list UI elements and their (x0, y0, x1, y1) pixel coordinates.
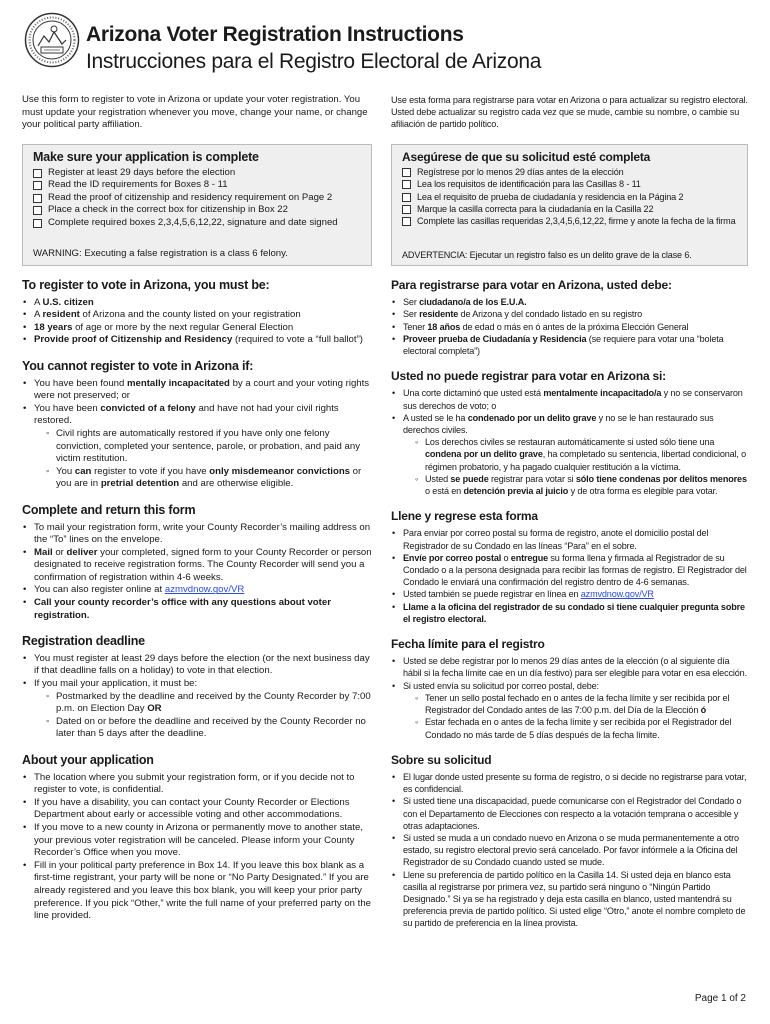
sub-list-item: ◦ Usted se puede registrar para votar si sólo tiene condenas por delitos menores o está en detención previa al juicio y de otra forma es elegible para votar. (403, 473, 748, 497)
checklist-item[interactable]: Lea el requisito de prueba de ciudadanía y residencia en la Página 2 (402, 191, 737, 203)
section-heading: Registration deadline (22, 634, 145, 649)
list-item: • You have been found mentally incapacitated by a court and your voting rights were not preserved; or (22, 378, 372, 403)
list-item: • You must register at least 29 days before the election (or the next business day if that deadline falls on a holiday) to vote in that election. (22, 653, 372, 678)
list-item: • Usted también se puede registrar en línea en azmvdnow.gov/VR (391, 588, 748, 600)
checklist-title: Make sure your application is complete (33, 150, 259, 164)
list-item: • Si usted envía su solicitud por correo postal, debe: ◦ Tener un sello postal fechado en o antes de la fecha límite y ser recibida por el Registrador del Condado antes de las 7:00 p.m. del Día de la Elección ó ◦ Estar fechada en o antes de la fecha límite y ser recibida por el Registrador del Condado no más tarde de 5 días después de la fecha límite. (391, 680, 748, 741)
list-item: • Provide proof of Citizenship and Residency (required to vote a “full ballot”) (22, 334, 372, 347)
list-item: • If you mail your application, it must be: ◦ Postmarked by the deadline and received by the County Recorder by 7:00 p.m. on Election Day OR ◦ Dated on or before the deadline and received by the County Recorder no later than 5 days after the deadline. (22, 678, 372, 741)
section-heading: Usted no puede registrar para votar en Arizona si: (391, 369, 666, 384)
page-number: Page 1 of 2 (694, 993, 746, 1004)
page-subtitle: Instrucciones para el Registro Electoral de Arizona (86, 50, 542, 73)
arizona-state-seal-icon (24, 12, 80, 68)
checklist-item[interactable]: Regístrese por lo menos 29 días antes de la elección (402, 166, 737, 178)
list-item: • If you move to a new county in Arizona or permanently move to another state, your previous voter registration will be canceled. Please inform your County Recorder’s Office when you move. (22, 822, 372, 860)
list-item: • Ser residente de Arizona y del condado listado en su registro (391, 308, 748, 320)
checklist-item[interactable]: Marque la casilla correcta para la ciudadanía en la Casilla 22 (402, 203, 737, 215)
section-heading: About your application (22, 753, 154, 767)
sub-list-item: ◦ You can register to vote if you have only misdemeanor convictions or you are in pretrial detention and are otherwise eligible. (34, 466, 372, 491)
list-item: • Proveer prueba de Ciudadanía y Residencia (se requiere para votar una “boleta electoral completa”) (391, 333, 748, 357)
sub-list-item: ◦ Postmarked by the deadline and received by the County Recorder by 7:00 p.m. on Election Day OR (34, 691, 372, 716)
sub-list-item: ◦ Tener un sello postal fechado en o antes de la fecha límite y ser recibida por el Registrador del Condado antes de las 7:00 p.m. del Día de la Elección ó (403, 692, 748, 716)
list-item: • Tener 18 años de edad o más en ó antes de la próxima Elección General (391, 321, 748, 333)
sub-list-item: ◦ Dated on or before the deadline and received by the County Recorder no later than 5 days after the deadline. (34, 716, 372, 741)
warning-text: ADVERTENCIA: Ejecutar un registro falso es un delito grave de la clase 6. (402, 249, 692, 260)
checklist-item[interactable]: Lea los requisitos de identificación para las Casillas 8 - 11 (402, 178, 737, 190)
list-item: • Para enviar por correo postal su forma de registro, anote el domicilio postal del Registrador de su Condado en las líneas “Para” en el sobre. (391, 527, 748, 551)
list-item: • A usted se le ha condenado por un delito grave y no se le han restaurado sus derechos civiles. ◦ Los derechos civiles se restauran automáticamente si usted sólo tiene una condena por un delito grave, ha completado su sentencia, libertad condicional, o régimen probatorio, y ha pagado cualquier restitución a la víctima. ◦ Usted se puede registrar para votar si sólo tiene condenas por delitos menores o está en detención previa al juicio y de otra forma es elegible para votar. (391, 412, 748, 497)
checkbox[interactable] (33, 194, 42, 203)
list-item: • Llame a la oficina del registrador de su condado si tiene cualquier pregunta sobre el registro electoral. (391, 601, 748, 625)
ineligibility-list (22, 378, 372, 491)
list-item: • Si usted se muda a un condado nuevo en Arizona o se muda permanentemente a otro estado, su registro electoral previo será cancelado. Por favor infórmele a la Oficina del Registrador de su Condado cuando usted se mude. (391, 832, 748, 869)
register-online-link[interactable]: azmvdnow.gov/VR (580, 589, 654, 600)
checkbox[interactable] (402, 180, 411, 189)
section-heading: Para registrarse para votar en Arizona, usted debe: (391, 278, 672, 292)
english-column (22, 94, 372, 923)
ineligibility-list (391, 387, 748, 497)
checklist-item[interactable]: Read the proof of citizenship and residency requirement on Page 2 (33, 192, 361, 205)
about-list (391, 771, 748, 930)
checkbox[interactable] (33, 206, 42, 215)
list-item: • 18 years of age or more by the next regular General Election (22, 322, 372, 335)
list-item: • The location where you submit your registration form, or if you decide not to register to vote, is confidential. (22, 772, 372, 797)
section-heading: You cannot register to vote in Arizona if: (22, 358, 254, 373)
list-item: • Mail or deliver your completed, signed form to your County Recorder or person designated to receive registration forms. The County Recorder will send you a confirmation of registration within 4-6 weeks. (22, 547, 372, 585)
deadline-list (22, 653, 372, 741)
checkbox[interactable] (33, 169, 42, 178)
list-item: • Usted se debe registrar por lo menos 29 días antes de la elección (o al siguiente día hábil si la fecha límite cae en un día festivo) para ser elegible para votar en esa elección. (391, 655, 748, 679)
deadline-list (391, 655, 748, 740)
requirements-list (391, 296, 748, 357)
section-heading: Sobre su solicitud (391, 752, 492, 767)
checklist-item[interactable]: Read the ID requirements for Boxes 8 - 11 (33, 179, 361, 192)
list-item: • If you have a disability, you can contact your County Recorder or Elections Department about early or accessible voting and other accommodations. (22, 797, 372, 822)
sub-list-item: ◦ Los derechos civiles se restauran automáticamente si usted sólo tiene una condena por un delito grave, ha completado su sentencia, libertad condicional, o régimen probatorio, y ha pagado cualquier restitución a la víctima. (403, 436, 748, 473)
register-online-link[interactable]: azmvdnow.gov/VR (164, 584, 245, 596)
section-heading: Fecha límite para el registro (391, 637, 545, 652)
section-heading: Complete and return this form (22, 502, 196, 517)
section-heading: Llene y regrese esta forma (391, 509, 538, 524)
requirements-list (22, 297, 372, 347)
spanish-column (391, 94, 748, 930)
intro-text: Use this form to register to vote in Arizona or update your voter registration. You must update your registration whenever you move, change your name, or change your political party affiliation. (22, 94, 368, 131)
checklist-box (22, 144, 372, 266)
checkbox[interactable] (402, 205, 411, 214)
section-heading: To register to vote in Arizona, you must be: (22, 278, 270, 292)
checklist-item[interactable]: Register at least 29 days before the election (33, 167, 361, 180)
list-item: • Fill in your political party preference in Box 14. If you leave this box blank as a first-time registrant, your party will be none or “No Party Designated.” If you are already registered and you leave this box blank, you will keep your prior party preference. If you pick “Other,” write the full name of your preferred party on the line provided. (22, 860, 372, 923)
intro-text: Use esta forma para registrarse para votar en Arizona o para actualizar su registro electoral. Usted debe actualizar su registro cada vez que se mude, cambie su nombre, o cambie su afiliación de partido político. (391, 95, 748, 130)
checkbox[interactable] (402, 168, 411, 177)
checkbox[interactable] (402, 217, 411, 226)
list-item: • Ser ciudadano/a de los E.U.A. (391, 296, 748, 308)
checklist-item[interactable]: Complete required boxes 2,3,4,5,6,12,22, signature and date signed (33, 217, 361, 230)
return-list (22, 522, 372, 623)
list-item: • Si usted tiene una discapacidad, puede comunicarse con el Registrador del Condado o con el Departamento de Elecciones con respecto a la votación temprana o accesible y otras adaptaciones. (391, 795, 748, 832)
checkbox[interactable] (33, 181, 42, 190)
about-list (22, 772, 372, 923)
return-list (391, 527, 748, 625)
list-item: • To mail your registration form, write your County Recorder’s mailing address on the “To” lines on the envelope. (22, 522, 372, 547)
list-item: • El lugar donde usted presente su forma de registro, o si decide no registrarse para votar, es confidencial. (391, 771, 748, 795)
checklist-box (391, 144, 748, 266)
sub-list-item: ◦ Civil rights are automatically restored if you have only one felony conviction, completed your sentence, parole, or probation, and paid any victim restitution. (34, 428, 372, 466)
sub-list-item: ◦ Estar fechada en o antes de la fecha límite y ser recibida por el Registrador del Condado no más tarde de 5 días después de la fecha límite. (403, 716, 748, 740)
checkbox[interactable] (402, 193, 411, 202)
checklist-title: Asegúrese de que su solicitud esté completa (402, 150, 651, 164)
list-item: • You have been convicted of a felony and have not had your civil rights restored. ◦ Civil rights are automatically restored if you have only one felony conviction, completed your sentence, parole, or probation, and paid any victim restitution. ◦ You can register to vote if you have only misdemeanor convictions or you are in pretrial detention and are otherwise eligible. (22, 403, 372, 491)
list-item: • Call your county recorder’s office with any questions about voter registration. (22, 597, 372, 622)
warning-text: WARNING: Executing a false registration is a class 6 felony. (33, 248, 288, 260)
list-item: • You can also register online at azmvdnow.gov/VR (22, 584, 372, 597)
list-item: • Una corte dictaminó que usted está mentalmente incapacitado/a y no se conservaron sus derechos de voto; o (391, 387, 748, 411)
checklist-item[interactable]: Place a check in the correct box for citizenship in Box 22 (33, 204, 361, 217)
checkbox[interactable] (33, 219, 42, 228)
list-item: • A resident of Arizona and the county listed on your registration (22, 309, 372, 322)
checklist-item[interactable]: Complete las casillas requeridas 2,3,4,5,6,12,22, firme y anote la fecha de la firma (402, 215, 737, 227)
list-item: • A U.S. citizen (22, 297, 372, 310)
page-title: Arizona Voter Registration Instructions (86, 23, 464, 46)
list-item: • Llene su preferencia de partido político en la Casilla 14. Si usted deja en blanco esta casilla al registrarse por primera vez, su partido será ninguno o “Ningún Partido Designado.” Si ya se ha registrado y deja esta casilla en blanco, usted mantendrá su preferencia previa de partido político. Si usted elige “Otro,” anote el nombre completo de su partido de preferencia en la línea provista. (391, 869, 748, 930)
list-item: • Envíe por correo postal o entregue su forma llena y firmada al Registrador de su Condado o a la persona designada para recibir las formas de registro. El Registrador del Condado le enviará una confirmación del registro dentro de 4-6 semanas. (391, 552, 748, 589)
